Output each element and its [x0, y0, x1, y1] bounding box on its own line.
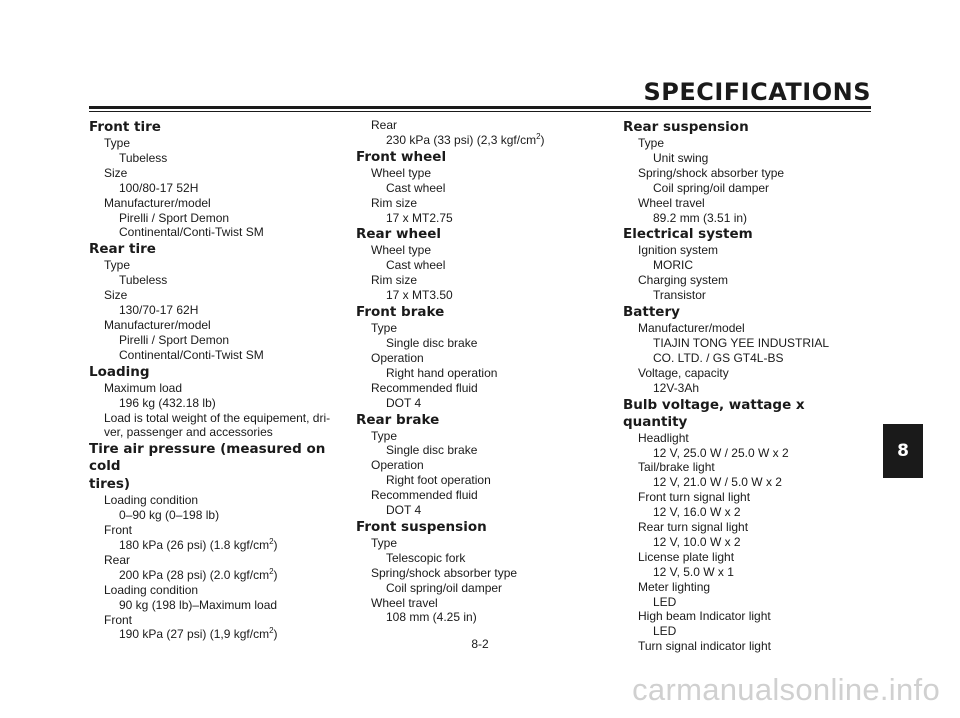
spec-label: Wheel type [371, 243, 432, 258]
section-heading: Front wheel [356, 148, 447, 165]
spec-label: Front turn signal light [638, 490, 751, 505]
section-heading: tires) [89, 476, 131, 493]
spec-label: Loading condition [104, 493, 199, 508]
spec-label: Type [371, 428, 398, 443]
spec-label: Manufacturer/model [638, 321, 745, 336]
spec-value: TIAJIN TONG YEE INDUSTRIAL [653, 335, 830, 350]
section-heading: Bulb voltage, wattage x quantity [623, 396, 805, 430]
page-number: 8-2 [471, 637, 489, 651]
spec-label: Rear turn signal light [638, 520, 749, 535]
spec-value: Continental/Conti-Twist SM [119, 225, 264, 240]
closing-paren: ) [273, 567, 278, 582]
section-heading: Rear brake [356, 411, 440, 428]
spec-value: 196 kg (432.18 lb) [119, 395, 216, 410]
spec-value: Tubeless [119, 150, 168, 165]
watermark: carmanualsonline.info [632, 672, 940, 707]
spec-label: Type [371, 321, 398, 336]
spec-value [89, 538, 339, 553]
spec-value: 17 x MT3.50 [386, 288, 453, 303]
closing-paren: ) [273, 538, 278, 553]
unit-superscript: 2 [269, 626, 274, 636]
section-heading: Rear suspension [623, 119, 749, 135]
page-title: SPECIFICATIONS [643, 78, 871, 106]
spec-label: Maximum load [104, 380, 183, 395]
spec-value: 90 kg (198 lb)–Maximum load [119, 597, 278, 612]
spec-label: Charging system [638, 273, 729, 288]
spec-label: Operation [371, 350, 424, 365]
spec-label: Rear [104, 552, 131, 567]
spec-label: Rear [371, 118, 398, 132]
section-heading: Rear tire [89, 241, 156, 258]
spec-label: Recommended fluid [371, 488, 478, 503]
spec-label: Rim size [371, 273, 418, 288]
spec-label: Size [104, 165, 128, 180]
spec-value: Single disc brake [386, 335, 478, 350]
spec-value: Right hand operation [386, 365, 498, 380]
spec-label: Operation [371, 458, 424, 473]
spec-column-2 [356, 118, 601, 625]
unit-superscript: 2 [536, 131, 541, 141]
section-heading: Tire air pressure (measured on cold [89, 441, 326, 475]
spec-value: CO. LTD. / GS GT4L-BS [653, 350, 784, 365]
spec-value: Right foot operation [386, 473, 491, 488]
spec-value-text: 190 kPa (27 psi) (1,9 kgf/cm [119, 627, 270, 642]
spec-value: Coil spring/oil damper [653, 180, 770, 195]
chapter-tab-label: 8 [897, 441, 909, 461]
section-heading: Front brake [356, 304, 445, 321]
spec-value: 12 V, 25.0 W / 25.0 W x 2 [653, 445, 789, 460]
spec-value-text: 230 kPa (33 psi) (2,3 kgf/cm [386, 132, 537, 147]
spec-value: 89.2 mm (3.51 in) [653, 210, 748, 225]
spec-label: Manufacturer/model [104, 195, 211, 210]
spec-value: 130/70-17 62H [119, 303, 199, 318]
spec-value: 12 V, 10.0 W x 2 [653, 534, 741, 549]
spec-value-text: 200 kPa (28 psi) (2.0 kgf/cm [119, 567, 270, 582]
spec-label: Type [371, 535, 398, 550]
spec-value [356, 133, 601, 148]
spec-label: Tail/brake light [638, 460, 715, 475]
spec-value: 108 mm (4.25 in) [386, 610, 477, 625]
spec-label: License plate light [638, 549, 735, 564]
spec-value: 17 x MT2.75 [386, 210, 453, 225]
spec-label: Meter lighting [638, 579, 711, 594]
closing-paren: ) [540, 132, 545, 147]
section-heading: Front tire [89, 119, 161, 135]
chapter-tab [883, 424, 923, 478]
spec-value: Single disc brake [386, 443, 478, 458]
spec-value: Unit swing [653, 150, 709, 165]
spec-label: Front [104, 523, 133, 538]
section-heading: Battery [623, 304, 680, 321]
spec-value: Coil spring/oil damper [386, 580, 503, 595]
section-heading: Front suspension [356, 518, 487, 535]
spec-label: Turn signal indicator light [638, 639, 771, 654]
spec-value: 100/80-17 52H [119, 180, 199, 195]
unit-superscript: 2 [269, 537, 274, 547]
spec-label: Headlight [638, 430, 689, 445]
spec-value: Cast wheel [386, 258, 446, 273]
spec-value: Pirelli / Sport Demon [119, 332, 230, 347]
unit-superscript: 2 [269, 566, 274, 576]
spec-label: Manufacturer/model [104, 317, 211, 332]
section-heading: Rear wheel [356, 226, 442, 243]
spec-column-1 [89, 118, 339, 642]
spec-label: Load is total weight of the equipement, dri- [104, 410, 331, 425]
spec-value: Continental/Conti-Twist SM [119, 347, 264, 362]
title-rule [89, 106, 871, 109]
spec-label: ver, passenger and accessories [104, 425, 273, 440]
spec-column-3 [623, 118, 873, 654]
spec-label: Front [104, 612, 133, 627]
spec-value: 12 V, 5.0 W x 1 [653, 564, 734, 579]
spec-label: Type [638, 136, 665, 150]
spec-label: High beam Indicator light [638, 609, 771, 624]
spec-label: Loading condition [104, 582, 199, 597]
spec-label: Spring/shock absorber type [371, 565, 518, 580]
section-heading: Electrical system [623, 226, 753, 243]
spec-value: LED [653, 594, 677, 609]
spec-label: Wheel type [371, 165, 432, 180]
spec-value: MORIC [653, 258, 693, 273]
spec-label: Size [104, 288, 128, 303]
spec-value: 12 V, 21.0 W / 5.0 W x 2 [653, 475, 782, 490]
spec-label: Wheel travel [638, 195, 705, 210]
spec-label: Type [104, 258, 131, 273]
section-heading: Loading [89, 363, 150, 380]
spec-value: 0–90 kg (0–198 lb) [119, 508, 220, 523]
spec-label: Voltage, capacity [638, 365, 729, 380]
spec-label: Wheel travel [371, 595, 438, 610]
spec-value: Transistor [653, 288, 706, 303]
spec-label: Spring/shock absorber type [638, 165, 785, 180]
spec-value: DOT 4 [386, 503, 422, 518]
spec-label: Recommended fluid [371, 380, 478, 395]
spec-value: 12 V, 16.0 W x 2 [653, 505, 741, 520]
closing-paren: ) [273, 627, 278, 642]
spec-value: Pirelli / Sport Demon [119, 210, 230, 225]
spec-value [89, 568, 339, 583]
spec-label: Rim size [371, 195, 418, 210]
spec-label: Type [104, 136, 131, 150]
spec-value: LED [653, 624, 677, 639]
spec-value: Telescopic fork [386, 550, 466, 565]
spec-label: Ignition system [638, 243, 719, 258]
spec-value: Cast wheel [386, 180, 446, 195]
spec-value: Tubeless [119, 273, 168, 288]
spec-value: 12V-3Ah [653, 380, 700, 395]
spec-value-text: 180 kPa (26 psi) (1.8 kgf/cm [119, 538, 270, 553]
spec-value: DOT 4 [386, 395, 422, 410]
